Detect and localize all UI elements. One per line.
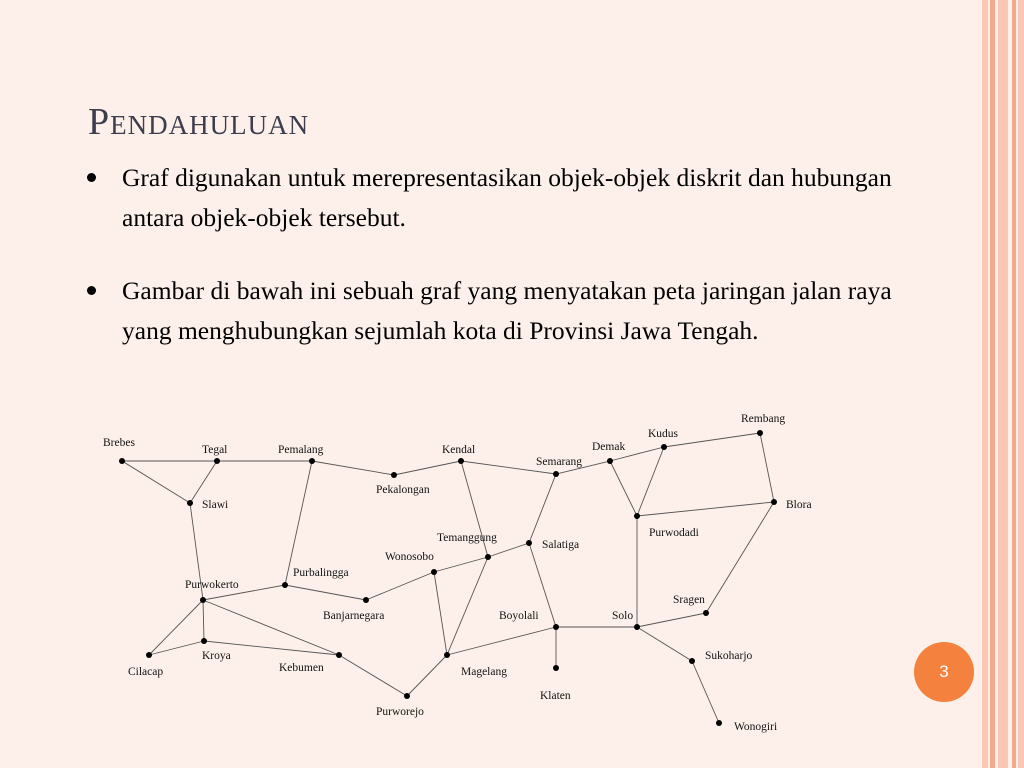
node-temanggung (485, 554, 491, 560)
node-demak (607, 458, 613, 464)
node-label-kroya: Kroya (202, 650, 231, 662)
edge-kebumen-purworejo (339, 655, 407, 696)
edge-purwokerto-cilacap (149, 600, 203, 655)
node-solo (634, 624, 640, 630)
node-salatiga (526, 540, 532, 546)
node-label-demak: Demak (592, 441, 626, 453)
node-purbalingga (282, 582, 288, 588)
node-slawi (187, 500, 193, 506)
edge-demak-purwodadi (610, 461, 637, 516)
edge-cilacap-kroya (149, 641, 204, 655)
edge-blora-sragen (706, 502, 774, 613)
edge-wonosobo-temanggung (434, 557, 488, 572)
node-label-semarang: Semarang (536, 456, 582, 468)
node-pemalang (309, 458, 315, 464)
page-number-badge: 3 (914, 642, 974, 702)
node-rembang (757, 430, 763, 436)
node-banjarnegara (363, 597, 369, 603)
node-label-rembang: Rembang (741, 413, 786, 425)
node-blora (771, 499, 777, 505)
edge-tegal-slawi (190, 461, 217, 503)
node-pekalongan (391, 472, 397, 478)
node-label-tegal: Tegal (202, 444, 228, 456)
node-semarang (553, 471, 559, 477)
edge-sukoharjo-wonogiri (692, 661, 719, 723)
node-label-slawi: Slawi (202, 499, 229, 511)
edge-pemalang-pekalongan (312, 461, 394, 475)
page-title: Pendahuluan (88, 101, 310, 143)
node-label-sragen: Sragen (673, 594, 705, 606)
node-boyolali (553, 624, 559, 630)
node-wonogiri (716, 720, 722, 726)
node-sragen (703, 610, 709, 616)
node-label-purwodadi: Purwodadi (649, 527, 699, 539)
node-label-magelang: Magelang (461, 666, 507, 678)
node-kudus (661, 444, 667, 450)
node-klaten (553, 665, 559, 671)
edge-semarang-salatiga (529, 474, 556, 543)
node-wonosobo (431, 569, 437, 575)
node-label-kebumen: Kebumen (279, 662, 324, 674)
node-label-blora: Blora (786, 499, 812, 511)
edge-purwokerto-kroya (203, 600, 204, 641)
node-kroya (201, 638, 207, 644)
node-purwokerto (200, 597, 206, 603)
edge-temanggung-salatiga (488, 543, 529, 557)
edge-purworejo-magelang (407, 655, 447, 696)
edge-magelang-boyolali (447, 627, 556, 655)
edge-solo-sukoharjo (637, 627, 692, 661)
node-label-salatiga: Salatiga (542, 539, 580, 551)
node-label-pemalang: Pemalang (278, 444, 324, 456)
node-label-boyolali: Boyolali (499, 610, 539, 622)
edge-pekalongan-kendal (394, 461, 461, 475)
node-cilacap (146, 652, 152, 658)
node-label-wonogiri: Wonogiri (734, 721, 778, 733)
node-label-cilacap: Cilacap (128, 666, 164, 678)
edge-solo-sragen (637, 613, 706, 627)
node-label-kudus: Kudus (648, 428, 679, 440)
edge-purwodadi-blora (637, 502, 774, 516)
node-purwodadi (634, 513, 640, 519)
node-label-banjarnegara: Banjarnegara (323, 610, 385, 622)
node-label-purbalingga: Purbalingga (293, 567, 349, 579)
node-sukoharjo (689, 658, 695, 664)
node-label-kendal: Kendal (442, 444, 476, 456)
node-tegal (214, 458, 220, 464)
edge-brebes-slawi (122, 461, 190, 503)
node-label-wonosobo: Wonosobo (385, 551, 434, 563)
node-label-brebes: Brebes (103, 437, 135, 449)
node-kendal (458, 458, 464, 464)
node-magelang (444, 652, 450, 658)
node-label-pekalongan: Pekalongan (376, 484, 430, 496)
node-purworejo (404, 693, 410, 699)
bullet-text: Gambar di bawah ini sebuah graf yang menyatakan peta jaringan jalan raya yang menghubungkan sejumlah kota di Provinsi Jawa Tengah. (122, 276, 892, 345)
edge-rembang-blora (760, 433, 774, 502)
node-label-temanggung: Temanggung (437, 532, 497, 544)
node-label-klaten: Klaten (540, 690, 571, 702)
node-label-sukoharjo: Sukoharjo (705, 650, 753, 662)
edge-wonosobo-magelang (434, 572, 447, 655)
node-kebumen (336, 652, 342, 658)
node-label-purwokerto: Purwokerto (185, 579, 239, 591)
node-label-solo: Solo (612, 610, 634, 622)
edge-kudus-rembang (664, 433, 760, 447)
edge-temanggung-magelang (447, 557, 488, 655)
bullet-text: Graf digunakan untuk merepresentasikan objek-objek diskrit dan hubungan antara objek-objek tersebut. (122, 163, 892, 232)
edge-purwokerto-kebumen (203, 600, 339, 655)
node-label-purworejo: Purworejo (376, 706, 424, 718)
edge-purbalingga-banjarnegara (285, 585, 366, 600)
edge-banjarnegara-wonosobo (366, 572, 434, 600)
node-brebes (119, 458, 125, 464)
edge-kudus-purwodadi (637, 447, 664, 516)
